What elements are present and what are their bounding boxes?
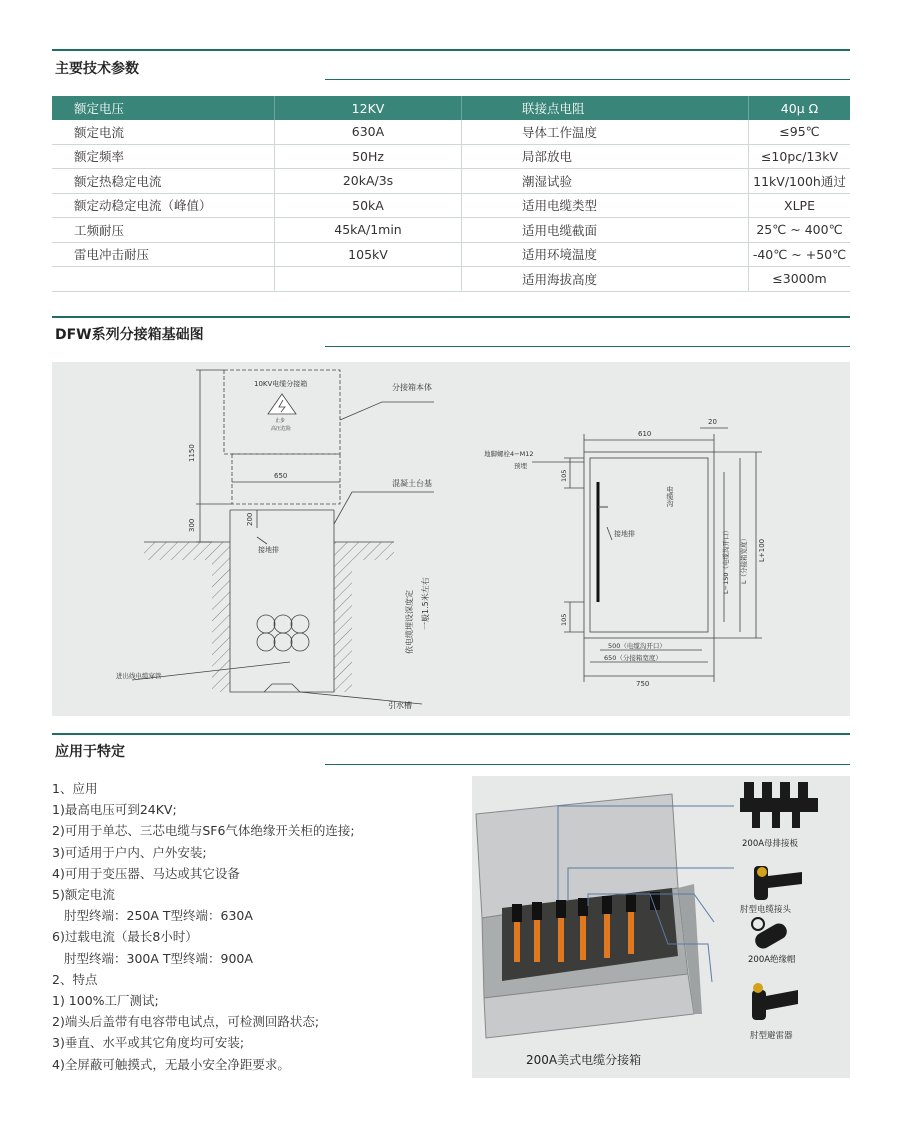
dim-750: 750 [636,680,650,688]
spec-cell: 额定频率 [52,144,275,169]
list-item: 1)最高电压可到24KV; [52,802,177,818]
section-subrule [325,764,850,765]
label-box-body: 分接箱本体 [392,383,432,392]
spec-cell: 20kA/3s [275,169,462,194]
label-depth-2: 一般1.5米左右 [421,577,430,630]
dim-610: 610 [638,430,652,438]
spec-cell: 局部放电 [462,144,749,169]
section-rule [52,316,850,318]
elbow-connector-icon [754,866,802,900]
spec-cell: 50kA [275,193,462,218]
part-arrester-label: 肘型避雷器 [750,1031,793,1041]
spec-cell [275,267,462,292]
spec-cell: 105kV [275,242,462,267]
spec-cell: 潮湿试验 [462,169,749,194]
section-rule [52,733,850,735]
list-item: 2)端头后盖带有电容带电试点，可检测回路状态; [52,1014,320,1030]
spec-row [52,242,850,267]
list-item: 6)过载电流（最长8小时） [52,929,198,945]
list-item: 肘型终端：250A T型终端：630A [64,908,253,924]
label-bolt-2: 预埋 [514,462,527,470]
list-item: 3)垂直、水平或其它角度均可安装; [52,1035,245,1051]
spec-cell: XLPE [749,193,851,218]
dim-650: 650 [274,472,288,480]
cable-conduits [257,615,309,651]
label-bolt-1: 地脚螺栓4−M12 [484,450,534,458]
dim-500: 500（电缆沟开口） [608,642,666,650]
dim-650-right: 650（分接箱宽度） [604,654,662,662]
part-cap-label: 200A绝缘帽 [748,955,796,965]
section-subrule [325,79,850,80]
label-conduit: 进出线电缆穿管 [116,672,162,680]
dim-105-top: 105 [560,469,568,482]
spec-cell: 25℃ ~ 400℃ [749,218,851,243]
label-trench: 电缆沟 [666,486,674,507]
label-ground-bar-right: 接地排 [614,530,635,538]
spec-row [52,169,850,194]
spec-cell: 联接点电阻 [462,96,749,120]
spec-cell: 额定电流 [52,120,275,144]
dim-105-bottom: 105 [560,613,568,626]
elbow-arrester-icon [752,983,798,1020]
part-elbow-label: 肘型电缆接头 [740,905,792,915]
spec-cell: 额定动稳定电流（峰值） [52,193,275,218]
warning-line2: 高压危险 [271,426,292,432]
section-rule [52,49,850,51]
spec-cell: ≤10pc/13kV [749,144,851,169]
label-drain: 引水槽 [388,701,412,710]
list-item: 4)全屏蔽可触摸式，无最小安全净距要求。 [52,1056,290,1072]
label-depth-1: 依电缆埋设深度定 [405,590,414,654]
cabinet-illustration [476,794,702,1038]
list-item: 肘型终端：300A T型终端：900A [64,950,253,966]
spec-cell: 适用环境温度 [462,242,749,267]
spec-row [52,267,850,292]
spec-row [52,144,850,169]
spec-table [52,96,850,292]
spec-cell: 工频耐压 [52,218,275,243]
list-item: 1、应用 [52,781,98,796]
label-ground-bar: 接地排 [258,546,279,554]
part-busbar-label: 200A母排接板 [742,839,799,849]
list-item: 4)可用于变压器、马达或其它设备 [52,865,240,881]
spec-cell: 12KV [275,96,462,120]
dim-200: 200 [246,512,254,526]
spec-cell: 雷电冲击耐压 [52,242,275,267]
section-title-application: 应用于特定 [55,744,125,760]
dim-300: 300 [188,518,196,532]
spec-cell: 适用海拔高度 [462,267,749,292]
dim-l-150: L−150（电缆沟开口） [722,527,730,594]
spec-cell: ≤3000m [749,267,851,292]
box-label: 10KV电缆分接箱 [254,380,308,388]
busbar-icon [740,782,818,828]
spec-cell: 额定电压 [52,96,275,120]
photo-caption: 200A美式电缆分接箱 [526,1053,642,1067]
spec-row [52,120,850,144]
list-item: 3)可适用于户内、户外安装; [52,844,207,860]
spec-cell: 导体工作温度 [462,120,749,144]
section-title-params: 主要技术参数 [55,61,139,77]
spec-cell: 适用电缆类型 [462,193,749,218]
list-item: 2、特点 [52,971,98,987]
spec-cell: 额定热稳定电流 [52,169,275,194]
spec-cell: 适用电缆截面 [462,218,749,243]
warning-line1: 止步 [275,418,286,424]
spec-cell: 630A [275,120,462,144]
list-item: 1) 100%工厂测试; [52,993,159,1009]
spec-cell: 45kA/1min [275,218,462,243]
application-list [52,778,452,1075]
spec-cell: 40μ Ω [749,96,851,120]
dim-20: 20 [708,418,717,426]
foundation-diagram [52,362,850,716]
spec-cell: 11kV/100h通过 [749,169,851,194]
spec-row [52,218,850,243]
section-subrule [325,346,850,347]
insulating-cap-icon [752,918,790,951]
spec-cell: -40℃ ~ +50℃ [749,242,851,267]
spec-header-row [52,96,850,120]
spec-cell: 50Hz [275,144,462,169]
dim-1150: 1150 [188,444,196,462]
dim-l: L（分接箱宽度） [740,534,748,584]
list-item: 2)可用于单芯、三芯电缆与SF6气体绝缘开关柜的连接; [52,823,355,839]
label-concrete: 混凝土台基 [392,479,432,488]
section-title-diagram: DFW系列分接箱基础图 [55,327,204,343]
spec-cell [52,267,275,292]
dim-l-100: L+100 [758,538,766,562]
spec-row [52,193,850,218]
product-photo [472,776,850,1078]
list-item: 5)额定电流 [52,887,115,903]
spec-cell: ≤95℃ [749,120,851,144]
